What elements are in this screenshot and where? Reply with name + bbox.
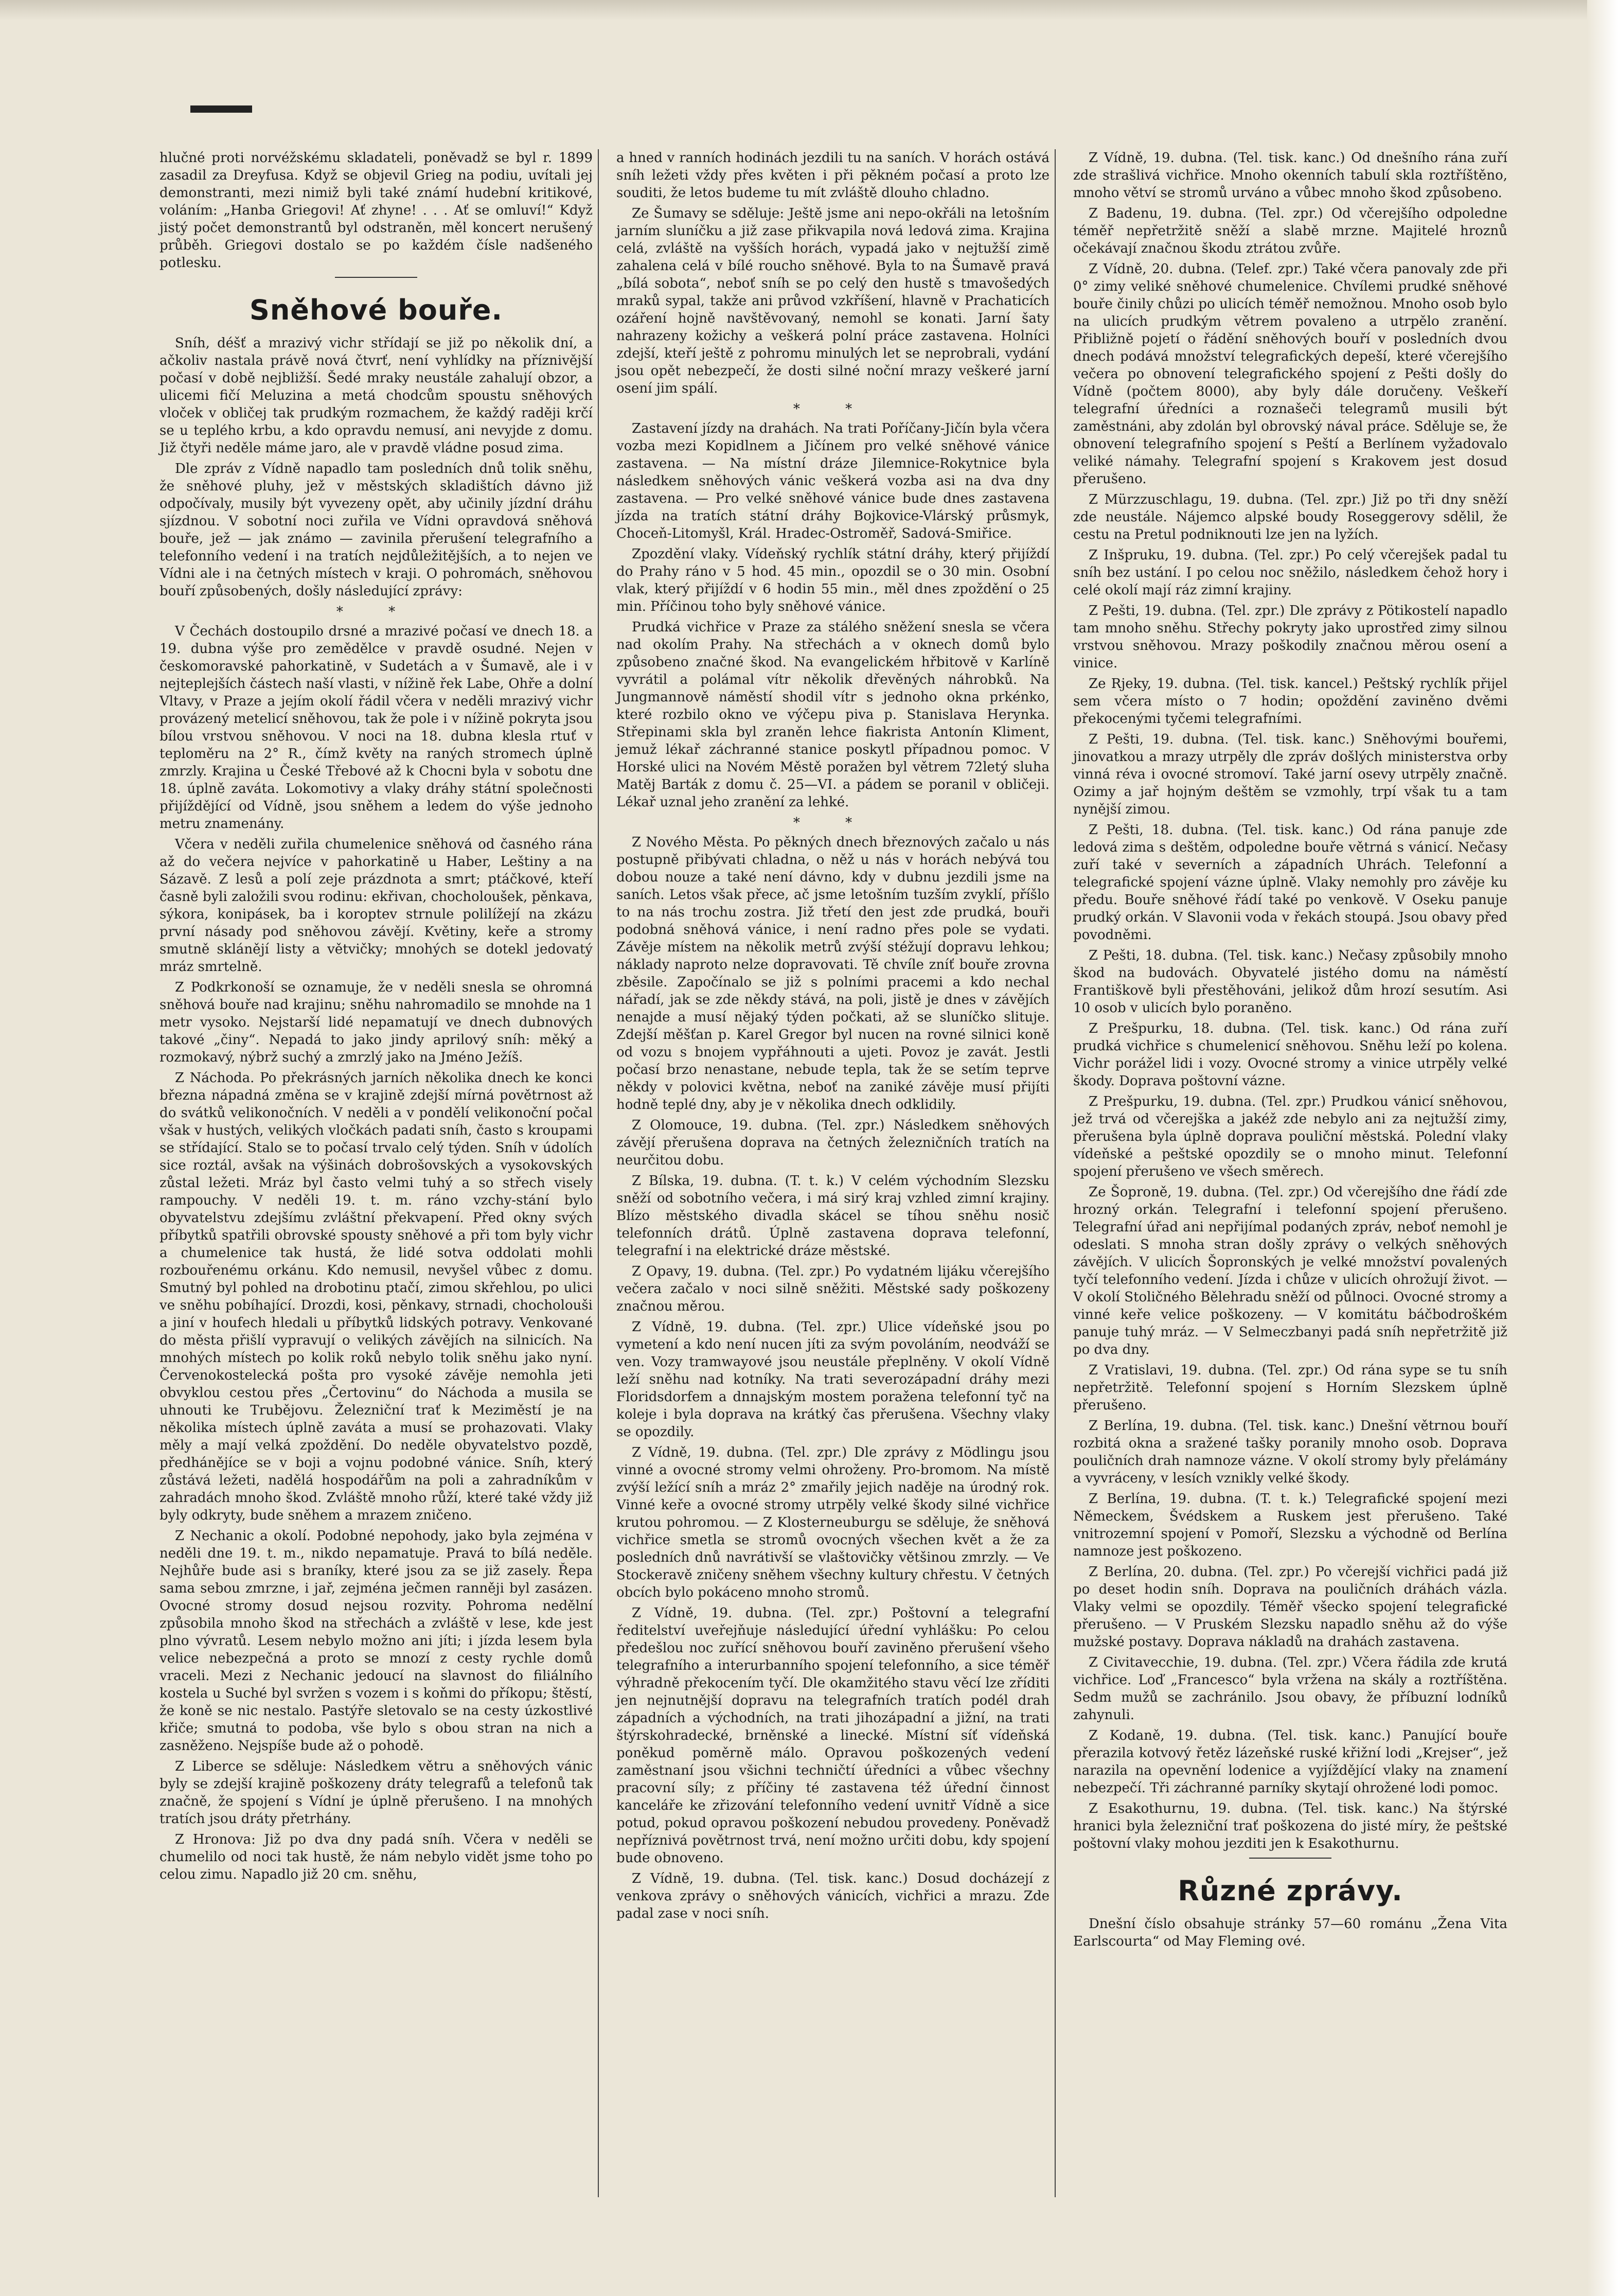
- paragraph: Z Esakothurnu, 19. dubna. (Tel. tisk. kanc.) Na štýrské hranici byla železniční trať poškozena do jisté míry, že peštské poštovní vlaky mohou jezditi jen k Esakothurnu.: [1073, 1801, 1507, 1851]
- paragraph: Z Berlína, 20. dubna. (Tel. zpr.) Po včerejší vichřici padá již po deset hodin sníh. Doprava na pouličních dráhách vázla. Vlaky velmi se opozdily. Téměř všecko spojení telegrafické přerušeno. — V Pruském Slezsku napadlo sněhu až do výše mužské postavy. Doprava nákladů na drahách zastavena.: [1073, 1564, 1507, 1650]
- section-heading: Různé zprávy.: [1178, 1875, 1403, 1907]
- paragraph: Sníh, déšť a mrazivý vichr střídají se již po několik dní, a ačkoliv nastala právě nová čtvrť, není vyhlídky na příznivější počasí v době nejbližší. Šedé mraky neustále zahalují obzor, a ulicemi fičí Meluzina a metá chodcům spoustu sněhových vloček v obličej tak prudkým rozmachem, že každý raději krčí se u teplého krbu, a kdo opravdu nemusí, ani nevyjde z domu. Již čtyři neděle máme jaro, ale v pravdě vládne posud zima.: [159, 335, 593, 456]
- paragraph: Z Vídně, 19. dubna. (Tel. zpr.) Dle zprávy z Mödlingu jsou vinné a ovocné stromy velmi ohroženy. Pro-bromom. Na místě zvýší ležící sníh a mráz 2° zmařily jejich naděje na úrodný rok. Vinné keře a ovocné stromy utrpěly velké škody silné vichřice krutou pohromou. — Z Klosterneuburgu se sděluje, že sněhová vichřice smetla se stromů ovocných všechen květ a že za posledních dnů navrátivší se vlaštovičky většinou zmrzly. — Ve Stockeravě zničeny sněhem všechny kultury chřestu. V četných obcích bylo pokáceno mnoho stromů.: [616, 1445, 1050, 1600]
- section-divider: [335, 277, 417, 278]
- paragraph: Dnešní číslo obsahuje stránky 57—60 románu „Žena Vita Earlscourta“ od May Fleming ové.: [1073, 1916, 1507, 1949]
- column-1: [154, 149, 599, 2197]
- paragraph: Z Kodaně, 19. dubna. (Tel. tisk. kanc.) Panující bouře přerazila kotvový řetěz lázeňské ruské křižní lodi „Krejser“, jež narazila na opevnění lodenice a vyjíždějící vlaky na znamení nebezpečí. Tři záchranné parníky skytají ohrožené lodi pomoc.: [1073, 1728, 1507, 1796]
- paragraph: Z Civitavecchie, 19. dubna. (Tel. zpr.) Včera řádila zde krutá vichřice. Loď „Francesco“ byla vržena na skály a roztříštěna. Sedm mužů se zachránilo. Jsou obavy, že příbuzní lodníků zahynuli.: [1073, 1655, 1507, 1723]
- star-divider: * *: [793, 815, 873, 831]
- star-divider: * *: [336, 604, 416, 620]
- newspaper-page: [154, 149, 1513, 2197]
- paragraph: Prudká vichřice v Praze za stálého sněžení snesla se včera nad okolím Prahy. Na střechách a v oknech domů bylo způsobeno značné škod. Na evangelickém hřbitově v Karlíně vyvrátil a polámal vítr několik dřevěných náhrobků. Na Jungmannově náměstí shodil vítr s jednoho okna prkénko, které rozbilo okno ve výčepu piva p. Stanislava Herynka. Střepinami skla byl zraněn lehce fiakrista Antonín Kliment, jemuž lékař záchranné stanice poskytl případnou pomoc. V Horské ulici na Novém Městě poražen byl větrem 72letý sluha Matěj Barták z domu č. 25—VI. a pádem se poranil v obličeji. Lékař uznal jeho zranění za lehké.: [616, 620, 1050, 810]
- ink-mark: [190, 105, 252, 113]
- paragraph: Ze Rjeky, 19. dubna. (Tel. tisk. kancel.) Peštský rychlík přijel sem včera místo o 7 hodin; opoždění zaviněno dvěmi překocenými tyčemi telegrafními.: [1073, 676, 1507, 727]
- paragraph: Zastavení jízdy na drahách. Na trati Poříčany-Jičín byla včera vozba mezi Kopidlnem a Jičínem pro velké sněhové vánice zastavena. — Na místní dráze Jilemnice-Rokytnice byla následkem sněhových vánic veškerá vozba asi na dva dny zastavena. — Pro velké sněhové vánice bude dnes zastavena jízda na tratích státní dráhy Bojkovice-Vlárský průsmyk, Choceň-Litomyšl, Král. Hradec-Ostroměř, Sadová-Smiřice.: [616, 421, 1050, 541]
- paragraph: Z Prešpurku, 19. dubna. (Tel. zpr.) Prudkou vánicí sněhovou, jež trvá od včerejška a jakéž zde nebylo ani za nejtužší zimy, přerušena byla úplně doprava pouliční městská. Polední vlaky vídeňské a peštské opozdily se o mnoho minut. Telefonní spojení přerušeno ve všech směrech.: [1073, 1094, 1507, 1179]
- paragraph: Ze Šumavy se sděluje: Ještě jsme ani nepo-okřáli na letošním jarním sluníčku a již zase přikvapila nová ledová zima. Krajina celá, zvláště na vyšších horách, vypadá jako v nejtužší zimě zahalena celá v bílé roucho sněhové. Byla to na Šumavě pravá „bílá sobota“, neboť sníh se po celý den hustě s tmavošedých mraků sypal, takže ani průvod vzkříšení, hlavně v Prachaticích ozáření hojně navštěvovaný, nemohl se konati. Jarní šaty nahrazeny kožichy a veškerá polní práce zastavena. Holníci zdejší, kteří ještě z pohromu minulých let se neprobrali, vydání jsou opět nebezpečí, že dosti silné noční mrazy veškeré jarní osení jim spálí.: [616, 206, 1050, 396]
- paragraph: a hned v ranních hodinách jezdili tu na saních. V horách ostává sníh ležeti vždy přes květen i při pěkném počasí a proto lze souditi, že letos budeme tu mít zvláště dlouho chladno.: [616, 150, 1050, 201]
- paragraph: Z Berlína, 19. dubna. (T. t. k.) Telegrafické spojení mezi Německem, Švédskem a Ruskem jest přerušeno. Také vnitrozemní spojení v Pomoří, Slezsku a východně od Berlína namnoze jest poškozeno.: [1073, 1491, 1507, 1559]
- paragraph: hlučné proti norvéžskému skladateli, poněvadž se byl r. 1899 zasadil za Dreyfusa. Když se objevil Grieg na podiu, uvítali jej demonstranti, mezi nimiž byli také známí hudební kritikové, voláním: „Hanba Griegovi! Ať zhyne! . . . Ať se omluví!“ Když jistý počet demonstrantů byl odstraněn, měl koncert nerušený průběh. Griegovi dostalo se po každém čísle nadšeného potlesku.: [159, 150, 593, 271]
- paragraph: Včera v neděli zuřila chumelenice sněhová od časného rána až do večera nejvíce v pahorkatině u Haber, Leštiny a na Sázavě. Z lesů a polí zeje prázdnota a smrt; ptáčkové, kteří časně byli založili svou rodinu: ekřivan, chocholoušek, pěnkava, sýkora, konipásek, ba i koroptev strnule polilížejí na zkázu první násady pod sněhovou závějí. Květiny, keře a stromy smutně sklánějí listy a větvičky; mnohých se dotekl jedovatý mráz smrtelně.: [159, 837, 593, 975]
- paragraph: Zpozdění vlaky. Vídeňský rychlík státní dráhy, který přijíždí do Prahy ráno v 5 hod. 45 min., opozdil se o 30 min. Osobní vlak, který přijíždí v 6 hodin 55 min., měl dnes zpoždění o 25 min. Příčinou toho byly sněhové vánice.: [616, 546, 1050, 614]
- paragraph: Z Pešti, 18. dubna. (Tel. tisk. kanc.) Nečasy způsobily mnoho škod na budovách. Obyvatelé jistého domu na náměstí Františkově byli přestěhováni, jelikož dům hrozí sesutím. Asi 10 osob v ulicích bylo poraněno.: [1073, 948, 1507, 1016]
- paragraph: Z Vídně, 19. dubna. (Tel. tisk. kanc.) Od dnešního rána zuří zde strašlivá vichřice. Mnoho okenních tabulí skla roztříštěno, mnoho větví se stromů urváno a vůbec mnoho škod způsobeno.: [1073, 150, 1507, 201]
- column-3: [1068, 149, 1513, 2197]
- paragraph: Z Hronova: Již po dva dny padá sníh. Včera v neděli se chumelilo od noci tak hustě, že nám nebylo vidět jsme toho po celou zimu. Napadlo již 20 cm. sněhu,: [159, 1832, 593, 1882]
- paragraph: Z Pešti, 19. dubna. (Tel. tisk. kanc.) Sněhovými bouřemi, jinovatkou a mrazy utrpěly dle zpráv došlých ministerstva orby vinná réva i ovocné stromoví. Také jarní osevy utrpěly značně. Ozimy a jař hojným deštěm se vzmohly, trpí však tu a tam nynější zimou.: [1073, 732, 1507, 817]
- paragraph: Z Vídně, 20. dubna. (Telef. zpr.) Také včera panovaly zde při 0° zimy veliké sněhové chumelenice. Chvílemi prudké sněhové bouře činily chůzi po ulicích téměř nemožnou. Mnoho osob bylo na ulicích prudkým větrem povaleno a utrpělo zranění. Přibližně pojetí o řádění sněhových bouří v posledních dvou dnech podává množství telegrafických depeší, které včerejšího večera po obnovení telegrafického spojení z Pešti došly do Vídně (počtem 8000), aby byly dále doručeny. Veškeří telegrafní úředníci a roznašeči telegramů musili být zaměstnáni, aby zdolán byl obrovský nával práce. Sděluje se, že obnovení telegrafního spojení s Peští a Berlínem vyžadovalo veliké námahy. Telegrafní spojení s Krakovem jest dosud přerušeno.: [1073, 261, 1507, 487]
- paragraph: Z Náchoda. Po překrásných jarních několika dnech ke konci března nápadná změna se v krajině zdejší mírná povětrnost až do svátků velikonočních. V neděli a v pondělí velikonoční počal však v hustých, velikých vločkách padati sníh, často s kroupami se střídající. Stalo se to počasí trvalo celý týden. Sníh v údolích sice roztál, avšak na výšinách dobrošovských a vysokovských zůstal ležeti. Mráz byl často velmi tuhý a so střech visely rampouchy. V neděli 19. t. m. ráno vzchy-stání bylo obyvatelstvu zdejšímu zvláštní překvapení. Před okny svých příbytků spatřili obrovské spousty sněhové a při tom byly vichr a chumelenice tak hustá, že lidé sotva oddolati mohli rozbouřenému orkánu. Kdo nemusil, nevyšel vůbec z domu. Smutný byl pohled na drobotinu ptačí, zimou skřehlou, po ulici ve sněhu pobíhající. Drozdi, kosi, pěnkavy, strnadi, chocholouši a jiní v houfech hledali u příbytků lidských potravy. Venkované do města přišlí vypravují o velikých závějích na silnicích. Na mnohých místech po kolik roků nebylo tolik sněhu jako nyní. Červenokostelecká pošta pro vysoké závěje nemohla jeti obvyklou cestou přes „Čertovinu“ do Náchoda a musila se uhnouti ke Trubějovu. Železniční trať k Meziměstí je na několika místech úplně zaváta a musí se prohazovati. Vlaky měly a mají velká zpoždění. Do neděle obyvatelstvo pozdě, předhánějíce se v boji a vojnu podobné vánice. Sníh, který zůstává ležeti, nadělá hospodářům na poli a zahradníkům v zahradách mnoho škod. Zvláště mnoho růží, které také vždy již byly odkryty, bude sněhem a mrazem zničeno.: [159, 1070, 593, 1523]
- paragraph: Z Liberce se sděluje: Následkem větru a sněhových vánic byly se zdejší krajině poškozeny dráty telegrafů a telefonů tak značně, že spojení s Vídní je úplně přerušeno. I na mnohých tratích jsou dráty přetrhány.: [159, 1759, 593, 1827]
- paragraph: Z Nechanic a okolí. Podobné nepohody, jako byla zejména v neděli dne 19. t. m., nikdo nepamatuje. Pravá to bílá neděle. Nejhůře bude asi s braníky, které jsou za se již zasely. Řepa sama sebou zmrzne, i jař, zejména ječmen ranněji byl zasázen. Ovocné stromy dosud nejsou rozvity. Pohroma nedělní způsobila mnoho škod na střechách a zvláště v lese, kde jest plno vývratů. Lesem nebylo možno ani jíti; i jízda lesem byla velice nebezpečná a proto se mnozí z cesty rychle domů vraceli. Mezi z Nechanic jedoucí na slavnost do filiálního kostela u Suché byl svržen s vozem i s koňmi do příkopu; štěstí, že koně se nic nestalo. Pastýře sletovalo se na cesty úzkostlivé křiče; smutná to podoba, vše bylo s obou stran na nich a zasněženo. Nejspíše bude až o pohodě.: [159, 1528, 593, 1754]
- paragraph: Z Bílska, 19. dubna. (T. t. k.) V celém východním Slezsku sněží od sobotního večera, i má sirý kraj vzhled zimní krajiny. Blízo městského divadla skácel se tíhou sněhu nosič telefonních drátů. Úplně zastavena doprava telefonní, telegrafní i na elektrické dráze městské.: [616, 1173, 1050, 1259]
- paragraph: V Čechách dostoupilo drsné a mrazivé počasí ve dnech 18. a 19. dubna výše pro zemědělce v pravdě osudné. Nejen v českomoravské pahorkatině, v Sudetách a v Šumavě, ale i v nejteplejších částech naší vlasti, v nížině řek Labe, Ohře a dolní Vltavy, v Praze a jejím okolí řádil včera v neděli mrazivý vichr provázený metelicí sněhovou, tak že pole i v nížině pokryta jsou bílou vrstvou sněhovou. V noci na 18. dubna klesla rtuť v teploměru na 2° R., čímž květy na raných stromech úplně zmrzly. Krajina u České Třebové až k Chocni byla v sobotu dne 18. úplně zaváta. Lokomotivy a vlaky dráhy státní společnosti přijíždějící od Vídně, jsou sněhem a ledem do výše jednoho metru znamenány.: [159, 624, 593, 832]
- paragraph: Z Nového Města. Po pěkných dnech březnových začalo u nás postupně přibývati chladna, o něž u nás v horách nebývá tou dobou nouze a také není dávno, kdy v dubnu jezdili jsme na saních. Letos však přece, ač jsme letošním tuzším zvyklí, příšlo to na nás trochu zostra. Již třetí den jest zde prudká, bouři podobná sněhová vánice, i není radno přes pole se vydati. Závěje místem na několik metrů zvýší stéžují dopravu lehkou; náklady naproto nelze dopravovati. Tě chvíle zníť bouře zrovna zběsile. Započínalo se již s polními pracemi a kdo nechal nářadí, jak se zde někdy stává, na poli, jistě je dnes v závějích nenajde a musí nějaký týden počkati, až se sluníčko slituje. Zdejší měšťan p. Karel Gregor byl nucen na rovné silnici koně od vozu s bnojem vypřáhnouti a ujeti. Povoz je zavát. Jestli počasí brzo nenastane, nebude tepla, tak že se setím teprve někdy v polovici května, neboť na zaniké závěje musí přijíti hodně teplé dny, aby je v několika dnech odklidily.: [616, 835, 1050, 1112]
- paragraph: Z Pešti, 18. dubna. (Tel. tisk. kanc.) Od rána panuje zde ledová zima s deštěm, odpoledne bouře větrná s vánicí. Nečasy zuří také v severních a západních Uhrách. Telefonní a telegrafické spojení vázne úplně. Vlaky nemohly pro závěje ku předu. Bouře sněhové řádí také po venkově. V Oseku panuje prudký orkán. V Slavonii voda v řekách stoupá. Jsou obavy před povodněmi.: [1073, 822, 1507, 943]
- paragraph: Z Vídně, 19. dubna. (Tel. zpr.) Ulice vídeňské jsou po vymetení a kdo není nucen jíti za svým povoláním, neodváží se ven. Vozy tramwayové jsou neustále přeplněny. V okolí Vídně leží sněhu nad kotníky. Na trati severozápadní dráhy mezi Floridsdorfem a dnnajským mostem poražena telefonní tyč na koleje i byla doprava na krátký čas přerušena. Všechny vlaky se opozdily.: [616, 1319, 1050, 1440]
- paragraph: Z Opavy, 19. dubna. (Tel. zpr.) Po vydatném lijáku včerejšího večera začalo v noci silně sněžiti. Městské sady poškozeny značnou měrou.: [616, 1264, 1050, 1314]
- paragraph: Dle zpráv z Vídně napadlo tam posledních dnů tolik sněhu, že sněhové pluhy, jež v městských skladištích dávno již odpočívaly, musily být vyvezeny opět, aby učinily jízdní dráhu sjízdnou. V sobotní noci zuřila ve Vídni opravdová sněhová bouře, jež — jak známo — zavinila přerušení telegrafního a telefonního vedení i na tratích nejdůležitějších, a to nejen ve Vídni ale i na četných místech v kraji. O pohromách, sněhovou bouří způsobených, došly následující zprávy:: [159, 461, 593, 599]
- paragraph: Z Pešti, 19. dubna. (Tel. zpr.) Dle zprávy z Pötikostelí napadlo tam mnoho sněhu. Střechy pokryty jako uprostřed zimy silnou vrstvou sněhovou. Mrazy poškodily značnou měrou osení a vinice.: [1073, 603, 1507, 671]
- paragraph: Z Vratislavi, 19. dubna. (Tel. zpr.) Od rána sype se tu sníh nepřetržitě. Telefonní spojení s Horním Slezskem úplně přerušeno.: [1073, 1363, 1507, 1413]
- paragraph: Ze Šoproně, 19. dubna. (Tel. zpr.) Od včerejšího dne řádí zde hrozný orkán. Telegrafní i telefonní spojení přerušeno. Telegrafní úřad ani nepřijímal podaných zpráv, neboť nemohl je odeslati. S mnoha stran došly zprávy o velkých sněhových závějích. V ulicích Šopronských je velké množství povalených tyčí telefonního vedení. Jízda i chůze v ulicích ohrožují život. — V okolí Stoličného Bělehradu sněží od půlnoci. Ovocné stromy a vinné keře velice poškozeny. — V komitátu báčbodroškém panuje tuhý mráz. — V Selmeczbanyi padá sníh nepřetržitě již po dva dny.: [1073, 1185, 1507, 1357]
- section-divider: [1249, 1858, 1331, 1859]
- paragraph: Z Olomouce, 19. dubna. (Tel. zpr.) Následkem sněhových závějí přerušena doprava na četných železničních tratích na neurčitou dobu.: [616, 1118, 1050, 1168]
- paragraph: Z Vídně, 19. dubna. (Tel. zpr.) Poštovní a telegrafní ředitelství uveřejňuje následující úřední vyhlášku: Po celou předešlou noc zuřící sněhovou bouří zaviněno přerušení všeho telegrafního a interurbanního spojení telefonního, a sice téměř výhradně překocením tyčí. Dle okamžitého stavu věcí lze zříditi jen nejnutnější dopravu na telegrafních tratích podél drah západních a východních, na trati jihozápadní a jižní, na trati štýrskohradecké, brněnské a linecké. Místní síť vídeňská poněkud poměrně málo. Opravou poškozených vedení zaměstnaní jsou všichni techničtí úředníci a vůbec všechny pracovní síly; z příčiny té zastavena též úřední činnost kanceláře ke zřizování telefonního vedení uvnitř Vídně a sice potud, pokud opravou poškození nebudou provedeny. Poněvadž nepříznivá povětrnost trvá, není možno určiti dobu, kdy spojení bude obnoveno.: [616, 1605, 1050, 1866]
- scan-border-right: [1587, 0, 1618, 2296]
- paragraph: Z Vídně, 19. dubna. (Tel. tisk. kanc.) Dosud docházejí z venkova zprávy o sněhových vánicích, vichřici a mrazu. Zde padal zase v noci sníh.: [616, 1871, 1050, 1921]
- column-2: [611, 149, 1056, 2197]
- paragraph: Z Badenu, 19. dubna. (Tel. zpr.) Od včerejšího odpoledne téměř nepřetržitě sněží a slabě mrzne. Majitelé hroznů očekávají značnou škodu ztrátou zvůře.: [1073, 206, 1507, 256]
- paragraph: Z Berlína, 19. dubna. (Tel. tisk. kanc.) Dnešní větrnou bouří rozbitá okna a sražené tašky poranily mnoho osob. Doprava pouličních drah namnoze vázne. V okolí stromy byly přelámány a vyvráceny, v lesích vznikly velké škody.: [1073, 1418, 1507, 1486]
- paragraph: Z Inšpruku, 19. dubna. (Tel. zpr.) Po celý včerejšek padal tu sníh bez ustání. I po celou noc sněžilo, následkem čehož hory i celé okolí mají ráz zimní krajiny.: [1073, 547, 1507, 598]
- section-heading: Sněhové bouře.: [249, 294, 503, 326]
- paragraph: Z Prešpurku, 18. dubna. (Tel. tisk. kanc.) Od rána zuří prudká vichřice s chumelenicí sněhovou. Sněhu leží po kolena. Vichr porážel lidi i vozy. Ovocné stromy a vinice utrpěly velké škody. Doprava poštovní vázne.: [1073, 1021, 1507, 1089]
- paragraph: Z Podkrkonoší se oznamuje, že v neděli snesla se ohromná sněhová bouře nad krajinu; sněhu nahromadilo se mnohde na 1 metr vysoko. Nejstarší lidé nepamatují ve dnech dubnových takové „činy“. Nepadá to jako jindy aprilový sníh: měký a rozmokavý, nýbrž suchý a zmrzlý jako na Jméno Ježíš.: [159, 980, 593, 1065]
- star-divider: * *: [793, 401, 873, 417]
- paragraph: Z Mürzzuschlagu, 19. dubna. (Tel. zpr.) Již po tři dny sněží zde neustále. Nájemco alpské boudy Roseggerovy sdělil, že cestu na Pretul podniknouti lze jen na lyžích.: [1073, 492, 1507, 542]
- scan-border-top: [0, 0, 1618, 21]
